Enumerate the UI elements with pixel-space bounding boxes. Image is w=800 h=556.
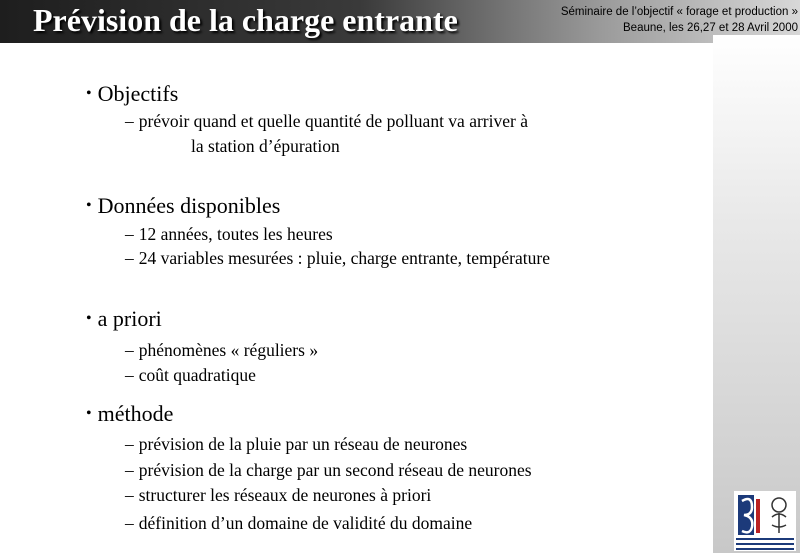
sidebar-gradient [713, 35, 800, 553]
list-item: – coût quadratique [125, 365, 256, 385]
seminar-line-1: Séminaire de l’objectif « forage et production » [560, 6, 798, 18]
list-item: – définition d’un domaine de validité du domaine [125, 513, 473, 533]
section-heading-a-priori: • a priori [86, 306, 162, 331]
bullet-icon: • [86, 197, 92, 214]
list-item-continuation: la station d’épuration [191, 136, 340, 156]
dash-icon: – [125, 485, 134, 505]
dash-icon: – [125, 365, 134, 385]
dash-icon: – [125, 460, 134, 480]
slide-title: Prévision de la charge entrante [33, 2, 458, 38]
institution-logo-icon [734, 491, 796, 551]
seminar-info [561, 4, 798, 36]
dash-icon: – [125, 111, 134, 131]
dash-icon: – [125, 340, 134, 360]
list-item: – 24 variables mesurées : pluie, charge entrante, température [125, 248, 550, 268]
list-item: – 12 années, toutes les heures [125, 224, 333, 244]
section-heading-donnees: • Données disponibles [86, 193, 281, 218]
dash-icon: – [125, 513, 134, 533]
dash-icon: – [125, 248, 134, 268]
dash-icon: – [125, 434, 134, 454]
list-item: – prévision de la charge par un second réseau de neurones [125, 460, 532, 480]
list-item: – phénomènes « réguliers » [125, 340, 319, 360]
bullet-icon: • [86, 405, 92, 422]
slide-header [0, 0, 800, 43]
section-heading-methode: • méthode [86, 401, 174, 426]
seminar-line-2: Beaune, les 26,27 et 28 Avril 2000 [623, 22, 798, 34]
list-item: – prévoir quand et quelle quantité de polluant va arriver à [125, 111, 528, 131]
bullet-icon: • [86, 310, 92, 327]
dash-icon: – [125, 224, 134, 244]
section-heading-objectifs: • Objectifs [86, 81, 179, 106]
bullet-icon: • [86, 85, 92, 102]
list-item: – prévision de la pluie par un réseau de neurones [125, 434, 468, 454]
list-item: – structurer les réseaux de neurones à priori [125, 485, 432, 505]
